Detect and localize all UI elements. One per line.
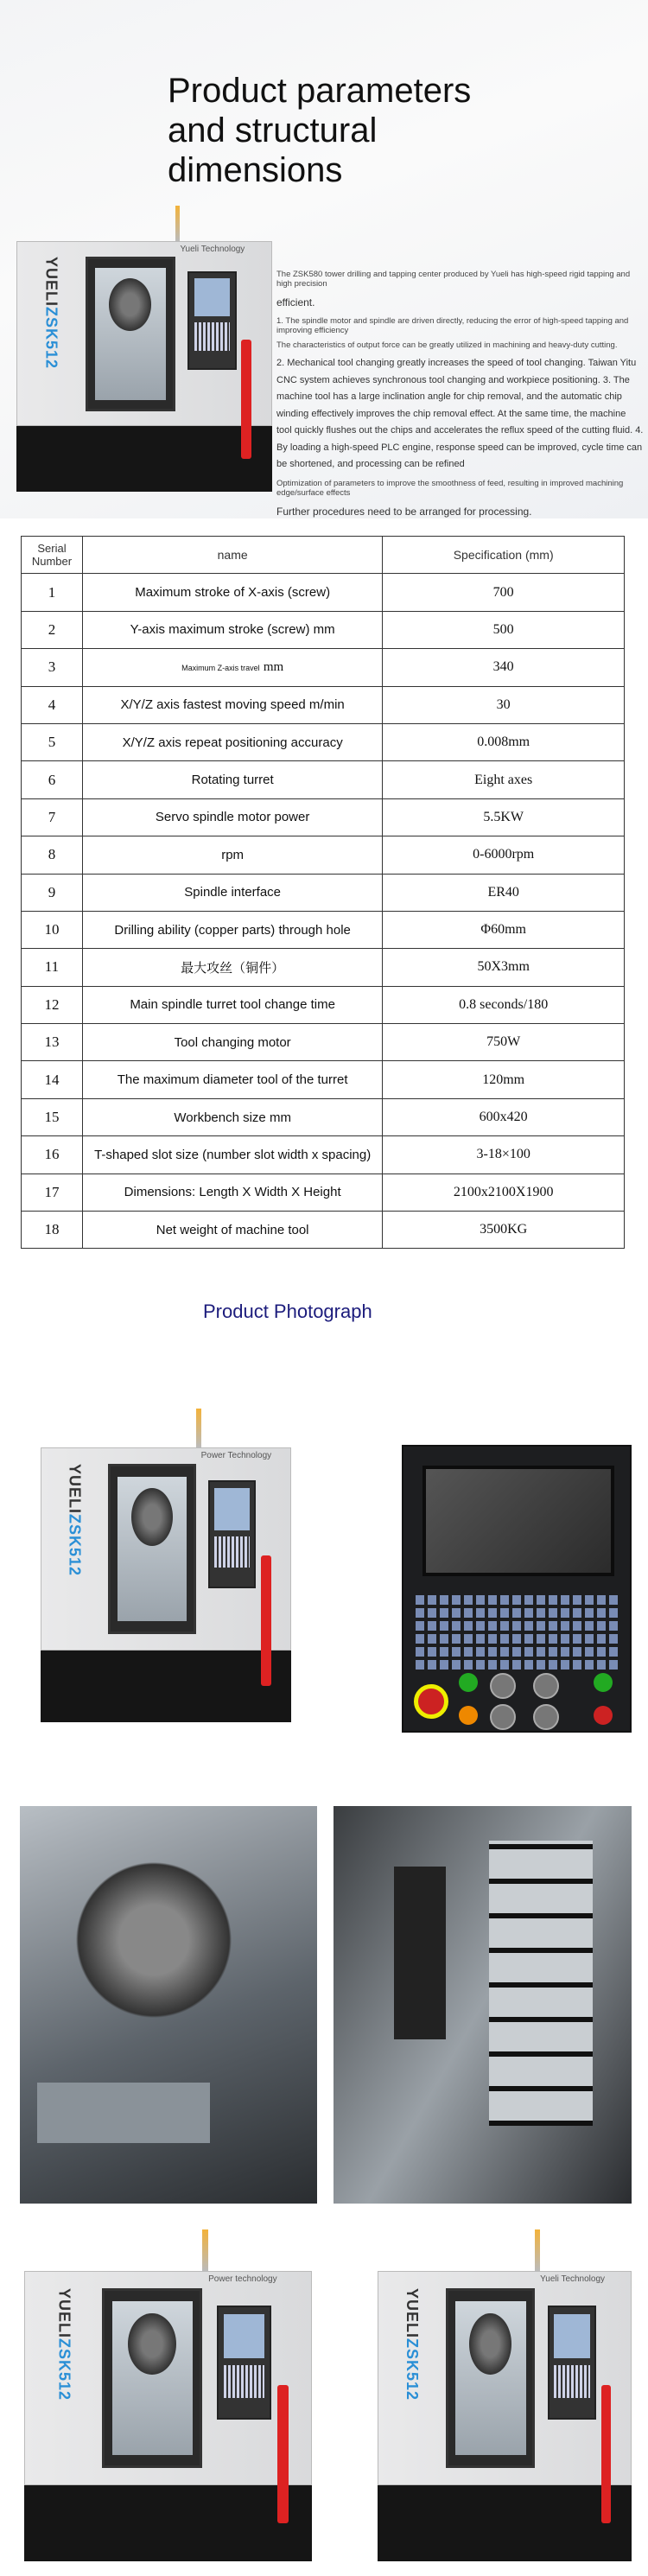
machine-control-panel [217,2306,271,2420]
machine-photo-front [41,1409,291,1735]
cell-spec: Φ60mm [383,911,625,948]
desc-intro2: efficient. [276,296,315,308]
cell-name: The maximum diameter tool of the turret [82,1061,382,1098]
desc-intro: The ZSK580 tower drilling and tapping center produced by Yueli has high-speed rigid tapping and high precision [276,270,631,289]
cell-serial: 12 [22,986,83,1023]
cell-name: Y-axis maximum stroke (screw) mm [82,611,382,648]
table-row [22,1098,625,1135]
cell-name: X/Y/Z axis fastest moving speed m/min [82,686,382,723]
company-logo-label: Power Technology [200,1451,272,1461]
cell-spec: 0.008mm [383,723,625,760]
model-text: ZSK512 [42,306,60,369]
cell-name: Drilling ability (copper parts) through hole [82,911,382,948]
cell-name: T-shaped slot size (number slot width x spacing) [82,1136,382,1174]
cell-name: X/Y/Z axis repeat positioning accuracy [82,723,382,760]
table-row [22,1061,625,1098]
turret-interior-photo [20,1806,317,2204]
cell-serial: 10 [22,911,83,948]
cell-spec: 50X3mm [383,949,625,986]
table-row [22,1136,625,1174]
machine-control-panel [208,1480,256,1588]
cell-serial: 11 [22,949,83,986]
table-row [22,574,625,611]
cell-spec: 120mm [383,1061,625,1098]
cell-name-text: Maximum Z-axis travel [181,664,260,673]
spindle-image [394,1867,446,2039]
cell-spec: Eight axes [383,761,625,798]
machine-door-window [108,1464,196,1634]
cell-serial: 8 [22,836,83,874]
product-description [276,270,644,525]
company-logo-label: Yueli Technology [540,2274,606,2284]
table-row [22,1024,625,1061]
mode-knob [490,1673,516,1699]
cell-spec: 3-18×100 [383,1136,625,1174]
table-row [22,949,625,986]
machine-photo-side-left [24,2229,312,2575]
title-line: Product parameters [168,72,472,110]
cell-serial: 3 [22,649,83,686]
cell-serial: 9 [22,874,83,911]
cell-name: Main spindle turret tool change time [82,986,382,1023]
machine-door-window [102,2288,203,2468]
panel-keys [224,2365,264,2398]
model-text: ZSK512 [403,2338,421,2401]
cell-serial: 18 [22,1212,83,1249]
machine-photo-side-right [378,2229,632,2575]
machine-brand-logo [29,257,60,411]
cnc-control-panel-photo [402,1445,632,1733]
table-row [22,911,625,948]
model-text: ZSK512 [55,2338,73,2401]
signal-lamp-icon [196,1409,201,1447]
fire-extinguisher-icon [601,2385,612,2523]
table-row [22,986,625,1023]
cell-serial: 14 [22,1061,83,1098]
spindle-interior-photo [334,1806,632,2204]
cnc-screen [422,1466,614,1576]
machine-base [378,2485,632,2561]
machine-control-panel [187,271,236,370]
cell-serial: 5 [22,723,83,760]
table-row [22,761,625,798]
fire-extinguisher-icon [277,2385,289,2523]
machine-base [41,1651,291,1722]
cell-name: Tool changing motor [82,1024,382,1061]
table-row [22,874,625,911]
hero-machine-image [16,206,272,504]
machine-base [16,426,272,492]
machine-door-window [446,2288,535,2468]
signal-lamp-icon [202,2229,208,2271]
panel-keys [214,1536,250,1568]
desc-p4: Optimization of parameters to improve the smoothness of feed, resulting in improved machining edge/surface effects [276,478,624,498]
orange-button [459,1706,478,1725]
panel-screen [224,2314,264,2358]
title-line: and structural [168,111,378,149]
signal-lamp-icon [175,206,181,241]
turret-image [469,2313,511,2375]
power-on-button [594,1673,613,1692]
header-name: name [82,537,382,574]
machine-control-panel [548,2306,596,2420]
machine-interior [112,2301,193,2455]
fire-extinguisher-icon [261,1555,271,1686]
model-text: ZSK512 [66,1514,84,1577]
brand-text: YUELI [42,256,60,307]
turret-image [128,2313,176,2375]
cell-serial: 6 [22,761,83,798]
machine-base [24,2485,312,2561]
machine-interior [455,2301,525,2455]
cell-name: Rotating turret [82,761,382,798]
cell-serial: 2 [22,611,83,648]
panel-screen [554,2314,589,2358]
title-line: dimensions [168,151,343,189]
cell-spec: 30 [383,686,625,723]
machine-brand-logo [39,2288,73,2468]
brand-text: YUELI [403,2288,421,2339]
company-logo-label: Yueli Technology [180,244,245,254]
brand-text: YUELI [55,2288,73,2339]
table-row [22,798,625,836]
cell-serial: 1 [22,574,83,611]
cell-spec: 2100x2100X1900 [383,1174,625,1211]
turret-image [131,1488,173,1546]
cell-serial: 17 [22,1174,83,1211]
cell-name: Maximum stroke of X-axis (screw) [82,574,382,611]
cell-serial: 13 [22,1024,83,1061]
cell-spec: 600x420 [383,1098,625,1135]
table-row [22,611,625,648]
cell-name: Workbench size mm [82,1098,382,1135]
cell-serial: 16 [22,1136,83,1174]
green-button [459,1673,478,1692]
cell-name-unit: mm [263,660,284,675]
cell-spec: 5.5KW [383,798,625,836]
cell-serial: 4 [22,686,83,723]
turret-image [109,278,151,331]
page-title [168,71,471,190]
desc-p3: 2. Mechanical tool changing greatly increases the speed of tool changing. Taiwan Yitu CNC system achieves synchronous tool changing and workpiece positioning. 3. The machine tool has a large inclination angle for chip removal, and the automatic chip winding effectively improves the chip removal effect. At the same time, the machine tool quickly flushes out the chips and accelerates the reflux speed of the cutting fluid. 4. By loading a high-speed PLC engine, response speed can be improved, cycle time can be shortened, and processing can be refined [276,358,644,469]
cell-name [82,649,382,686]
panel-keys [194,322,231,351]
table-row [22,649,625,686]
table-row [22,1174,625,1211]
header-serial: Serial Number [22,537,83,574]
spindle-knob [533,1673,559,1699]
spec-table [21,536,625,1249]
power-off-button [594,1706,613,1725]
machine-interior [118,1477,187,1622]
table-row [22,723,625,760]
table-header-row [22,537,625,574]
vise-image [37,2083,210,2143]
table-row [22,686,625,723]
cell-name: Servo spindle motor power [82,798,382,836]
cnc-keypad [416,1595,621,1673]
machine-brand-logo [54,1464,84,1634]
turret-image [72,1858,236,2022]
machine-interior [95,268,166,400]
cell-spec: 750W [383,1024,625,1061]
machine-brand-logo [391,2288,421,2468]
cell-spec: 500 [383,611,625,648]
cell-spec: ER40 [383,874,625,911]
table-row [22,836,625,874]
door-window-image [489,1841,593,2126]
cell-serial: 7 [22,798,83,836]
cell-name: 最大攻丝（铜件） [82,949,382,986]
table-row [22,1212,625,1249]
cell-spec: 340 [383,649,625,686]
cell-name: rpm [82,836,382,874]
company-logo-label: Power technology [208,2274,277,2284]
rapid-knob [533,1704,559,1730]
signal-lamp-icon [535,2229,540,2271]
cell-spec: 700 [383,574,625,611]
cell-name: Dimensions: Length X Width X Height [82,1174,382,1211]
cell-spec: 0-6000rpm [383,836,625,874]
desc-p5: Further procedures need to be arranged for processing. [276,505,532,518]
machine-door-window [86,257,175,411]
cell-name: Net weight of machine tool [82,1212,382,1249]
emergency-stop-button [414,1684,448,1719]
cell-name: Spindle interface [82,874,382,911]
fire-extinguisher-icon [241,340,251,459]
desc-p1: 1. The spindle motor and spindle are driven directly, reducing the error of high-speed tapping and improving efficiency [276,316,629,335]
header-spec: Specification (mm) [383,537,625,574]
brand-text: YUELI [66,1464,84,1515]
panel-screen [194,278,231,316]
product-photograph-heading: Product Photograph [203,1301,372,1322]
cell-spec: 0.8 seconds/180 [383,986,625,1023]
cell-serial: 15 [22,1098,83,1135]
cell-spec: 3500KG [383,1212,625,1249]
desc-p2: The characteristics of output force can be greatly utilized in machining and heavy-duty cutting. [276,340,618,350]
panel-screen [214,1488,250,1530]
feed-knob [490,1704,516,1730]
panel-keys [554,2365,589,2398]
